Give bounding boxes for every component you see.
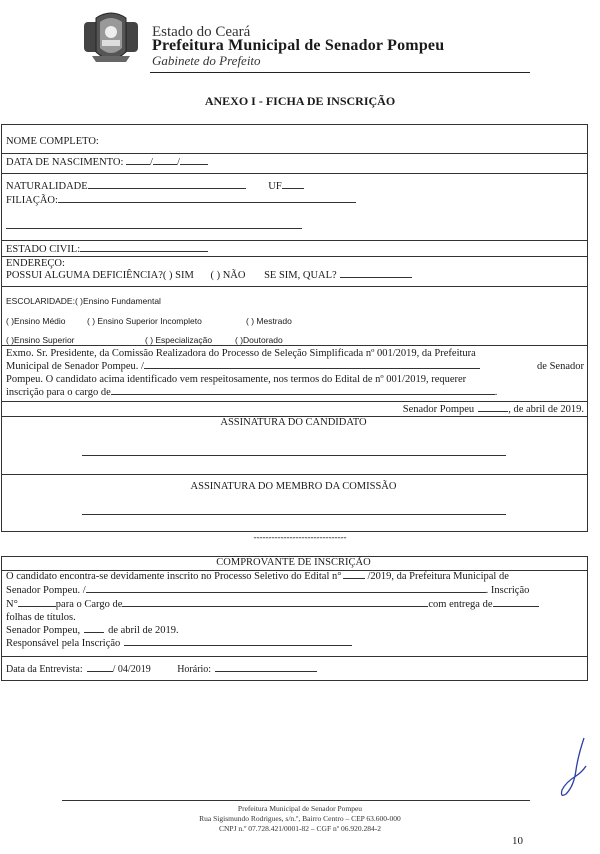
receipt-line-5 [6, 625, 179, 636]
education-fundamental-option[interactable]: ESCOLARIDADE:( )Ensino Fundamental [6, 296, 161, 306]
position-field[interactable] [111, 394, 495, 395]
receipt-date-city: Senador Pompeu, [6, 625, 81, 636]
request-paragraph [6, 347, 584, 399]
footer-line-1: Prefeitura Municipal de Senador Pompeu [237, 804, 363, 813]
receipt-line-2 [6, 585, 529, 596]
receipt-candidate-field[interactable] [86, 592, 486, 593]
footer-line-2: Rua Sigismundo Rodrigues, s/n.º, Bairro Centro – CEP 63.600-000 [199, 814, 401, 823]
header-prefecture: Prefeitura Municipal de Senador Pompeu [152, 37, 445, 54]
interview-time-field[interactable] [215, 671, 317, 672]
birthdate-month-field[interactable] [153, 164, 177, 165]
receipt-day-field[interactable] [84, 632, 104, 633]
receipt-line-6 [6, 638, 352, 649]
committee-signature-label: ASSINATURA DO MEMBRO DA COMISSÃO [190, 481, 397, 492]
receipt-position-label: para o Cargo de [55, 599, 123, 610]
receipt-line-1-end: /2019, da Prefeitura Municipal de [367, 571, 509, 582]
disability-question: POSSUI ALGUMA DEFICIÊNCIA?( ) SIM [6, 270, 194, 281]
responsible-field[interactable] [124, 645, 352, 646]
disability-row [6, 270, 412, 281]
edital-number-field[interactable] [343, 578, 365, 579]
header-office: Gabinete do Prefeito [152, 53, 261, 68]
receipt-line-1 [6, 571, 509, 582]
request-line-2 [6, 360, 584, 373]
interview-row [6, 664, 317, 675]
parents-field-line2[interactable] [6, 228, 302, 229]
interview-label: Data da Entrevista: [6, 664, 83, 675]
birthplace-row [6, 181, 304, 192]
disability-no-option[interactable]: ( ) NÃO [210, 270, 246, 281]
divider [1, 401, 588, 402]
request-date-city: Senador Pompeu [402, 404, 475, 415]
footer-divider [62, 800, 530, 801]
parents-label: FILIAÇÃO: [6, 195, 58, 206]
divider [1, 656, 588, 657]
receipt-number-label: N° [6, 599, 18, 610]
full-name-label: NOME COMPLETO: [6, 136, 99, 147]
divider [1, 173, 588, 174]
candidate-name-field[interactable] [144, 368, 480, 369]
disability-which-field[interactable] [340, 277, 412, 278]
receipt-position-field[interactable] [122, 606, 428, 607]
receipt-title: COMPROVANTE DE INSCRIÇÃO [216, 557, 371, 568]
divider [1, 474, 588, 475]
request-line-2-start: Municipal de Senador Pompeu. / [6, 361, 144, 372]
divider [1, 345, 588, 346]
header-state: Estado do Ceará [152, 24, 251, 40]
education-high-school-option[interactable]: ( )Ensino Médio [6, 316, 66, 326]
birthdate-year-field[interactable] [180, 164, 208, 165]
uf-label: UF [268, 181, 282, 192]
birthplace-field[interactable] [88, 188, 246, 189]
birthdate-row: DATA DE NASCIMENTO: / / [6, 157, 208, 168]
request-line-2-end: de Senador [537, 361, 584, 372]
receipt-line-4: folhas de títulos. [6, 612, 76, 623]
divider [1, 153, 588, 154]
receipt-line-2-end: . Inscrição [485, 585, 530, 596]
request-date-rest: , de abril de 2019. [508, 404, 584, 415]
request-day-field[interactable] [478, 411, 508, 412]
candidate-signature-line[interactable] [82, 455, 506, 456]
request-date-row [403, 404, 584, 415]
divider [1, 286, 588, 287]
interview-time-label: Horário: [177, 664, 212, 675]
parents-row [6, 195, 356, 206]
divider [1, 240, 588, 241]
request-line-1: Exmo. Sr. Presidente, da Comissão Realizadora do Processo de Seleção Simplificada nº 001/2019, da Prefeitura [6, 348, 476, 359]
page-title: ANEXO I - FICHA DE INSCRIÇÃO [204, 94, 396, 108]
receipt-delivery-label: com entrega de [428, 599, 493, 610]
request-line-4: inscrição para o cargo de . [6, 387, 498, 398]
address-label: ENDEREÇO: [6, 258, 65, 269]
candidate-signature-label: ASSINATURA DO CANDIDATO [220, 417, 367, 428]
request-line-4-label: inscrição para o cargo de [6, 387, 111, 398]
marital-status-field[interactable] [80, 251, 208, 252]
receipt-date-rest: de abril de 2019. [108, 625, 179, 636]
interview-day-field[interactable] [87, 671, 113, 672]
interview-date-rest: / 04/2019 [112, 664, 151, 675]
education-college-option[interactable]: ( )Ensino Superior [6, 335, 75, 345]
education-masters-option[interactable]: ( ) Mestrado [246, 316, 292, 326]
birthdate-day-field[interactable] [126, 164, 150, 165]
header-divider [150, 72, 530, 73]
footer-line-3: CNPJ n.º 07.728.421/0001-82 – CGF nº 06.920.284-2 [219, 824, 381, 833]
handwritten-signature [556, 736, 592, 800]
birthplace-label: NATURALIDADE [6, 181, 88, 192]
responsible-label: Responsável pela Inscrição [6, 638, 121, 649]
education-incomplete-college-option[interactable]: ( ) Ensino Superior Incompleto [87, 316, 202, 326]
birthdate-label: DATA DE NASCIMENTO: [6, 157, 124, 168]
cut-line: ------------------------------- [253, 532, 347, 542]
parents-field[interactable] [58, 202, 356, 203]
coat-of-arms-logo [82, 10, 140, 66]
committee-signature-line[interactable] [82, 514, 506, 515]
education-specialization-option[interactable]: ( ) Especialização [145, 335, 213, 345]
disability-which-label: SE SIM, QUAL? [264, 270, 337, 281]
marital-status-row [6, 244, 208, 255]
receipt-line-3 [6, 599, 539, 610]
receipt-titles-count-field[interactable] [493, 606, 539, 607]
marital-status-label: ESTADO CIVIL: [6, 244, 81, 255]
education-doctorate-option[interactable]: ( )Doutorado [235, 335, 283, 345]
divider [1, 256, 588, 257]
receipt-number-field[interactable] [18, 606, 56, 607]
request-line-3: Pompeu. O candidato acima identificado vem respeitosamente, nos termos do Edital de nº 001/2019, requerer [6, 374, 467, 385]
receipt-line-1-start: O candidato encontra-se devidamente inscrito no Processo Seletivo do Edital n° [6, 571, 342, 582]
page-number: 10 [512, 835, 523, 847]
receipt-line-2-start: Senador Pompeu. / [6, 585, 86, 596]
uf-field[interactable] [282, 188, 304, 189]
